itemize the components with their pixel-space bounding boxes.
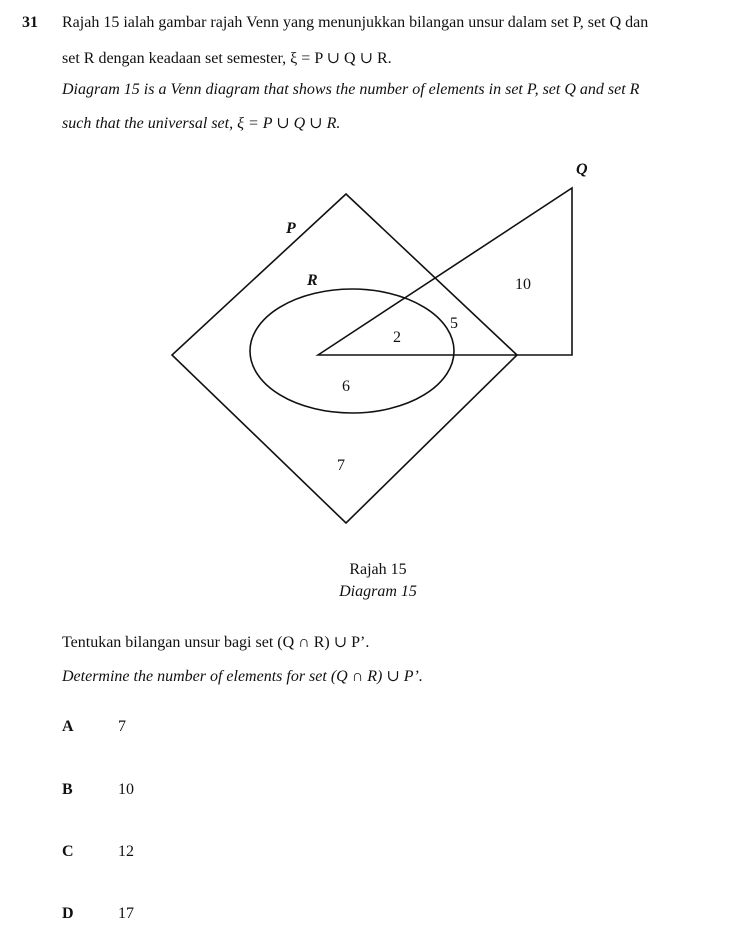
prompt-english: Determine the number of elements for set (Q ∩ R) ∪ P’. (62, 668, 423, 685)
prompt-malay: Tentukan bilangan unsur bagi set (Q ∩ R) ∪ P’. (62, 634, 370, 651)
option-c-letter: C (62, 843, 74, 860)
diagram-caption-malay: Rajah 15 (349, 561, 407, 578)
option-d-letter: D (62, 905, 74, 922)
option-c-value: 12 (118, 843, 134, 860)
set-r-ellipse (250, 289, 454, 413)
question-text-english-line-2: such that the universal set, ξ = P ∪ Q ∪ R. (62, 115, 341, 132)
region-p-q-r-value: 2 (393, 329, 401, 346)
venn-diagram (0, 150, 756, 540)
region-q-only-value: 10 (515, 276, 531, 293)
region-p-and-r-value: 6 (342, 378, 350, 395)
option-a-value: 7 (118, 718, 126, 735)
question-number: 31 (22, 14, 38, 31)
option-b-letter: B (62, 781, 73, 798)
question-text-malay-line-2: set R dengan keadaan set semester, ξ = P ∪ Q ∪ R. (62, 50, 392, 67)
question-text-malay-line-1: Rajah 15 ialah gambar rajah Venn yang menunjukkan bilangan unsur dalam set P, set Q dan (62, 14, 649, 31)
option-d-value: 17 (118, 905, 134, 922)
set-r-label: R (307, 272, 318, 289)
option-b-value: 10 (118, 781, 134, 798)
set-p-label: P (286, 220, 296, 237)
set-q-triangle (318, 188, 572, 355)
question-text-english-line-1: Diagram 15 is a Venn diagram that shows the number of elements in set P, set Q and set R (62, 81, 640, 98)
diagram-caption-english: Diagram 15 (339, 583, 417, 600)
region-p-only-value: 7 (337, 457, 345, 474)
set-q-label: Q (576, 161, 588, 178)
option-a-letter: A (62, 718, 74, 735)
region-p-and-q-value: 5 (450, 315, 458, 332)
